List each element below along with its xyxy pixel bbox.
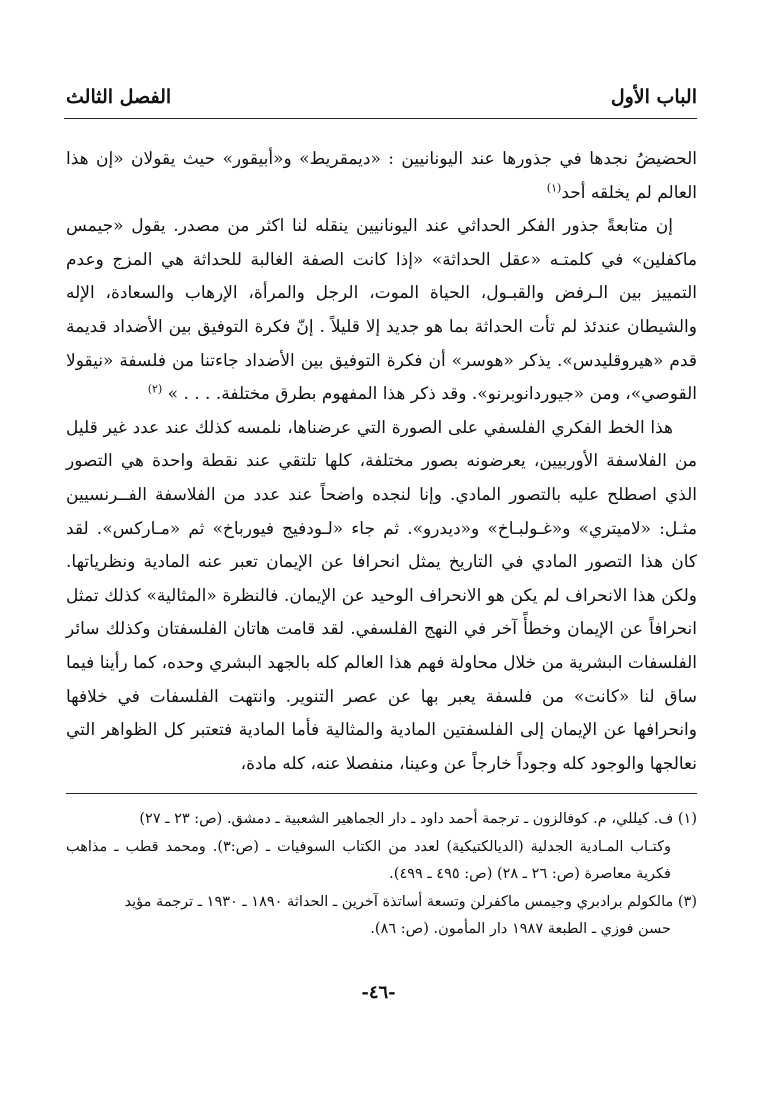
footnote-reference: (٢): [147, 382, 163, 396]
page-number: -٤٦-: [361, 982, 396, 1003]
footnote-reference: (١): [546, 180, 562, 194]
footnote-3: (٣) مالكولم برادبري وجيمس ماكفرلن وتسعة أساتذة آخرين ـ الحداثة ١٨٩٠ ـ ١٩٣٠ ـ ترجمة مؤيد: [124, 893, 697, 910]
header-divider: [64, 118, 697, 119]
paragraph: [66, 143, 697, 210]
footnotes: [66, 806, 697, 944]
chapter-part-title: الباب الأول: [610, 86, 697, 108]
paragraph-text: الحضيضُ نجدها في جذورها عند اليونانيين : «ديمقريط» و«أبيقور» حيث يقولان «إن هذا العالم لم يخلقه أحد: [66, 149, 697, 203]
footnote-1: (١) ف. كيللي، م. كوفالزون ـ ترجمة أحمد داود ـ دار الجماهير الشعبية ـ دمشق. (ص: ٢٣ ـ ٢٧): [139, 811, 697, 827]
main-text: [66, 143, 697, 781]
footnote-1-continuation: وكتـاب المـادية الجدلية (الديالكتيكية) لعدد من الكتاب السوفيات ـ (ص:٣). ومحمد قطب ـ مذاهب فكرية معاصرة (ص: ٢٦ ـ ٢٨) (ص: ٤٩٥ ـ ٤٩٩).: [66, 838, 671, 882]
footnote-3-continuation: حسن فوزي ـ الطبعة ١٩٨٧ دار المأمون. (ص: ٨٦).: [370, 921, 671, 937]
paragraph: [66, 210, 697, 412]
paragraph-text: إن متابعةً جذور الفكر الحداثي عند اليونانيين ينقله لنا اكثر من مصدر. يقول «جيمس ماكفلين» في كلمتـه «عقل الحداثة» «إذا كانت الصفة الغالبة للحداثة هي المزج وعدم التمييز بين الـرفض والقبـول، الحياة الموت، الرجل والمرأة، الإرهاب والسعادة، الإله والشيطان عندئذ لم تأت الحداثة بما هو جديد إلا قليلاً . إنّ فكرة التوفيق بين الأضداد قديمة قدم «هيروقليدس». يذكر «هوسر» أن فكرة التوفيق بين الأضداد جاءتنا من فلسفة «نيقولا القوصي»، ومن «جيوردانوبرنو». وقد ذكر هذا المفهوم بطرق مختلفة. . . . »: [66, 216, 697, 405]
footnote-divider: [66, 793, 697, 794]
chapter-section-title: الفصل الثالث: [66, 86, 172, 108]
paragraph: هذا الخط الفكري الفلسفي على الصورة التي عرضناها، نلمسه كذلك عند عدد غير قليل من الفلاسفة الأوربيين، يعرضونه بصور مختلفة، كلها تلتقي عند نقطة واحدة هي التصور الذي اصطلح عليه بالتصور المادي. وإنا لنجده واضحاً عند عدد من الفلاسفة الفــرنسيين مثـل: «لاميتري» و«غـولبـاخ» و«ديدرو». ثم جاء «لـودفيج فيورباخ» ثم «مـاركس». لقد كان هذا التصور المادي في التاريخ يمثل انحرافا عن الإيمان تعبر عنه المادية ونظرياتها. ولكن هذا الانحراف لم يكن هو الانحراف الوحيد عن الإيمان. فالنظرة «المثالية» كذلك تمثل انحرافاً عن الإيمان وخطأً آخر في النهج الفلسفي. لقد قامت هاتان الفلسفتان وكذلك سائر الفلسفات البشرية من خلال محاولة فهم هذا العالم كله بالجهد البشري وحده، كما رأينا فيما ساق لنا «كانت» من فلسفة يعبر بها عن عصر التنوير. وانتهت الفلسفات في خلافها وانحرافها عن الإيمان إلى الفلسفتين المادية والمثالية فأما المادية فتعتبر كل الظواهر التي نعالجها والوجود كله وجوداً خارجاً عن وعينا، منفصلا عنه، كله مادة،: [66, 417, 697, 774]
